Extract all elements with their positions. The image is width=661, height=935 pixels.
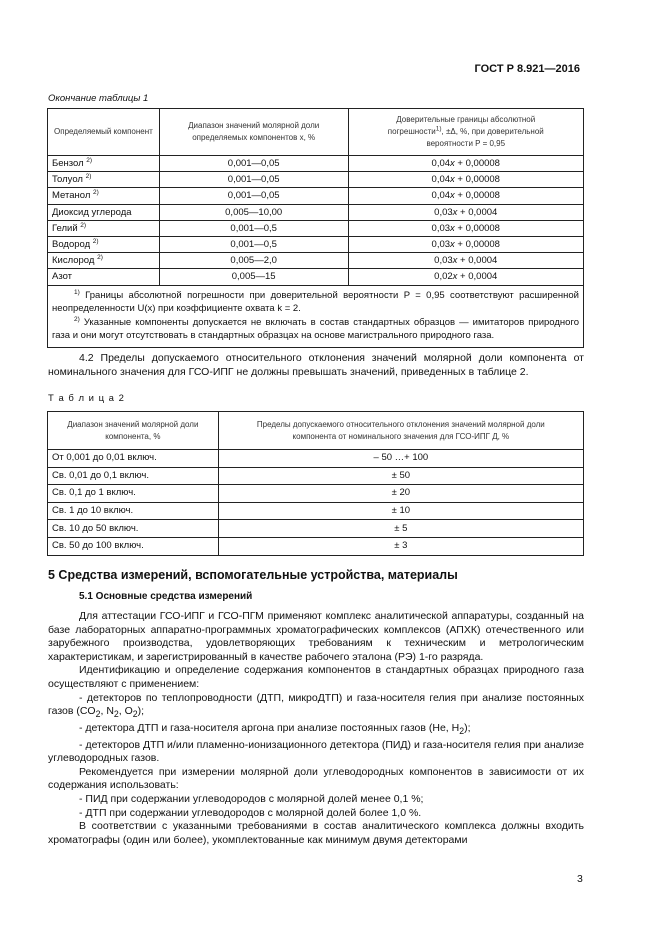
range-cell: Св. 0,01 до 0,1 включ. (48, 467, 219, 485)
component-bound: 0,04x + 0,00008 (348, 172, 584, 188)
section5-title: 5 Средства измерений, вспомогательные устройства, материалы (48, 568, 458, 582)
table-row (48, 236, 584, 252)
component-name: Водород $^{2)}$ (48, 236, 160, 252)
component-name: Толуол $^{2)}$ (48, 172, 160, 188)
component-bound: 0,03x + 0,00008 (348, 236, 584, 252)
component-bound: 0,03x + 0,0004 (348, 253, 584, 269)
component-name: Бензол $^{2)}$ (48, 156, 160, 172)
s5-p3 (48, 692, 584, 722)
table-row (48, 204, 584, 220)
table2 (47, 411, 584, 556)
range-cell: Св. 10 до 50 включ. (48, 520, 219, 538)
table-row (48, 502, 584, 520)
table-row (48, 172, 584, 188)
component-range: 0,005—15 (159, 269, 348, 285)
s5-p4-a: - детектора ДТП и газа-носителя аргона при анализе постоянных газов (He, H (79, 721, 460, 734)
page-number: 3 (577, 873, 583, 885)
table-row (48, 485, 584, 503)
table2-header-limits (218, 412, 583, 450)
table-row (48, 450, 584, 468)
component-bound: 0,03x + 0,0004 (348, 204, 584, 220)
s5-p3-d: ); (137, 705, 145, 718)
table-row (48, 537, 584, 555)
component-name: Гелий $^{2)}$ (48, 220, 160, 236)
table2-caption: Т а б л и ц а 2 (48, 393, 125, 404)
limit-cell: ± 5 (218, 520, 583, 538)
component-range: 0,001—0,5 (159, 220, 348, 236)
table1-notes-row (48, 285, 584, 347)
component-bound: 0,03x + 0,00008 (348, 220, 584, 236)
bounds-sup: 1) (435, 125, 442, 133)
limit-cell: ± 20 (218, 485, 583, 503)
s5-p4-sub: 2 (459, 725, 465, 736)
component-name: Кислород $^{2)}$ (48, 253, 160, 269)
limit-cell: ± 10 (218, 502, 583, 520)
standard-number: ГОСТ Р 8.921—2016 (474, 63, 580, 75)
s5-p3-sub2: 2 (113, 709, 119, 720)
component-range: 0,001—0,5 (159, 236, 348, 252)
component-name: Метанол $^{2)}$ (48, 188, 160, 204)
table1-notes (48, 285, 584, 347)
component-range: 0,001—0,05 (159, 188, 348, 204)
bounds-line3: вероятности P = 0,95 (426, 139, 506, 148)
s5-p3-sub1: 2 (95, 709, 101, 720)
s5-p2: Идентификацию и определение содержания компонентов в стандартных образцах природного газа осуществляют с применением: (48, 664, 584, 690)
range-cell: От 0,001 до 0,01 включ. (48, 450, 219, 468)
table-row (48, 156, 584, 172)
component-name: Азот (48, 269, 160, 285)
note2-sup: 2) (74, 315, 80, 323)
s5-p4-b: ); (464, 721, 471, 734)
table-row (48, 220, 584, 236)
s5-p3-c: , O (118, 705, 133, 718)
table2-header-row (48, 412, 584, 450)
s5-p3-a: - детекторов по теплопроводности (ДТП, микроДТП) и газа-носителя гелия при анализе постоянных газов (CO (48, 691, 584, 718)
section5-body (48, 610, 584, 847)
t2-limits-l1: Пределы допускаемого относительного отклонения значений молярной доли (256, 419, 545, 429)
s5-p8: - ДТП при содержании углеводородов с молярной долей более 1,0 %. (79, 806, 422, 819)
range-cell: Св. 1 до 10 включ. (48, 502, 219, 520)
range-cell: Св. 0,1 до 1 включ. (48, 485, 219, 503)
component-bound: 0,02x + 0,0004 (348, 269, 584, 285)
s5-p4 (48, 722, 584, 739)
table2-header-range (48, 412, 219, 450)
t2-range-l2: компонента, % (105, 431, 161, 441)
component-range: 0,001—0,05 (159, 156, 348, 172)
t2-range-l1: Диапазон значений молярной доли (67, 419, 199, 429)
s5-p3-b: , N (100, 705, 114, 718)
s5-p5: - детекторов ДТП и/или пламенно-ионизационного детектора (ПИД) и газа-носителя гелия при анализе углеводородных газов. (48, 738, 584, 765)
table1-header-component: Определяемый компонент (48, 109, 160, 156)
bounds-line2a: погрешности (387, 127, 436, 136)
table1-header-range: Диапазон значений молярной доли определяемых компонентов x, % (159, 109, 348, 156)
t2-limits-l2: компонента от номинального значения для ГСО-ИПГ Д, % (292, 431, 510, 441)
s5-p9: В соответствии с указанными требованиями в состав аналитического комплекса должны входить хроматографы (один или более), укомплектованные как минимум двумя детекторами (48, 820, 584, 846)
note1-text: Границы абсолютной погрешности при доверительной вероятности P = 0,95 соответствуют расширенной неопределенности U(x) при коэффициенте охвата k = 2. (52, 289, 579, 314)
limit-cell: ± 3 (218, 537, 583, 555)
table-row (48, 253, 584, 269)
table-row (48, 520, 584, 538)
note2-text: Указанные компоненты допускается не включать в состав стандартных образцов — имитаторов природного газа и они могут отсутствовать в стандартных образцах на основе магистрального природного газа. (52, 316, 579, 341)
component-range: 0,005—2,0 (159, 253, 348, 269)
s5-p3-sub3: 2 (132, 709, 138, 720)
table-row (48, 188, 584, 204)
component-bound: 0,04x + 0,00008 (348, 188, 584, 204)
bounds-line1: Доверительные границы абсолютной (396, 115, 536, 124)
s5-p1: Для аттестации ГСО-ИПГ и ГСО-ПГМ применяют комплекс аналитической аппаратуры, созданный на базе лабораторных аппаратно-программных хроматографических комплексов (АПХК) отечественного или зарубежного производства, удовлетворяющих требованиям к техническим и метрологическим характеристикам, и зарегистрированный в качестве рабочего эталона (РЭ) 1-го разряда. (48, 610, 584, 663)
limit-cell: – 50 …+ 100 (218, 450, 583, 468)
bounds-line2b: , ±Δ, %, при доверительной (441, 127, 544, 136)
section5-1-title: 5.1 Основные средства измерений (79, 591, 253, 602)
note1-sup: 1) (74, 288, 80, 296)
limit-cell: ± 50 (218, 467, 583, 485)
s5-p6: Рекомендуется при измерении молярной доли углеводородных компонентов в зависимости от их содержания использовать: (48, 765, 584, 792)
s5-p7: - ПИД при содержании углеводородов с молярной долей менее 0,1 %; (79, 792, 424, 805)
table-row (48, 467, 584, 485)
table-row (48, 269, 584, 285)
paragraph-4-2: 4.2 Пределы допускаемого относительного отклонения значений молярной доли компонента от номинального значения для ГСО-ИПГ не должны превышать значений, приведенных в таблице 2. (48, 352, 584, 378)
table1-caption: Окончание таблицы 1 (48, 93, 149, 104)
table1 (47, 108, 584, 348)
component-bound: 0,04x + 0,00008 (348, 156, 584, 172)
table1-header-row (48, 109, 584, 156)
component-range: 0,001—0,05 (159, 172, 348, 188)
table1-header-bounds (348, 109, 584, 156)
range-cell: Св. 50 до 100 включ. (48, 537, 219, 555)
component-name: Диоксид углерода (48, 204, 160, 220)
component-range: 0,005—10,00 (159, 204, 348, 220)
